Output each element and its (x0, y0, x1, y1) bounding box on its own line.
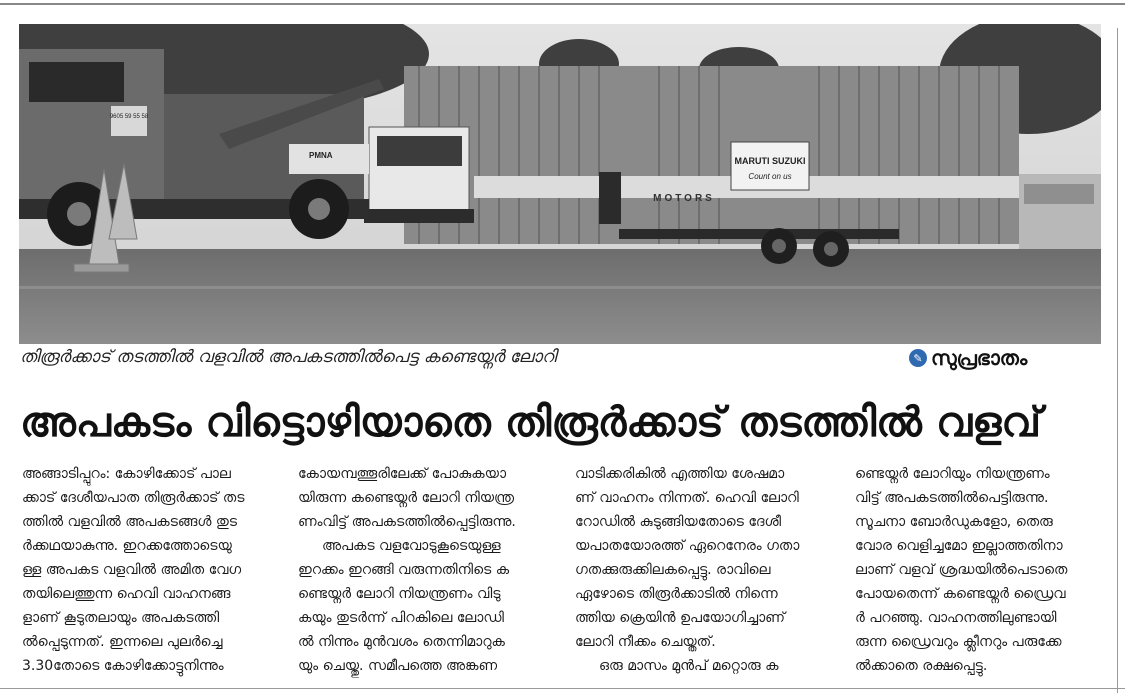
right-column-rule (1117, 28, 1118, 693)
article-line: ത്തിയ ക്രെയിൻ ഉപയോഗിച്ചാണ് (575, 610, 785, 626)
article-line: പോയതെന്ന് കണ്ടെയ്നർ ഡ്രൈവ (855, 586, 1066, 602)
article-column-2 (298, 462, 560, 678)
article-line: വാടിക്കരികിൽ എത്തിയ ശേഷമാ (575, 466, 785, 482)
article-line: ളാണ് കൂടുതലായും അപകടത്തി (22, 610, 220, 626)
article-line: തയിലെത്തുന്ന ഹെവി വാഹനങ്ങ (22, 586, 231, 602)
article-line: രുന്ന ഡ്രൈവറും ക്ലീനറും പരുക്കേ (855, 634, 1062, 650)
article-line: ണ്ടെയ്നർ ലോറി നിയന്ത്രണം വിടു (298, 586, 501, 602)
truck-sign: PMNA (309, 151, 333, 160)
article-line: വോര വെളിച്ചമോ ഇല്ലാത്തതിനാ (855, 538, 1063, 554)
container-lorry (404, 66, 1019, 267)
article-line: ൽ നിന്നും മുൻവശം തെന്നിമാറുക (298, 634, 505, 650)
masthead-logo-icon: ✎ (909, 349, 927, 367)
article-line: ഗതക്കുരുക്കിലകപ്പെട്ടു. രാവിലെ (575, 562, 771, 578)
article-line: ൽക്കാതെ രക്ഷപ്പെട്ടു. (855, 658, 988, 674)
bottom-rule (0, 688, 1125, 689)
article-line: വിട്ട് അപകടത്തിൽപെട്ടിരുന്നു. (855, 490, 1049, 506)
article-column-4 (855, 462, 1117, 678)
article-line: ൽപ്പെടുന്നത്. ഇന്നലെ പുലർച്ചെ (22, 634, 223, 650)
article-line: ക്കാട് ദേശീയപാത തിരൂർക്കാട് തട (22, 490, 245, 506)
article-line: കോയമ്പത്തൂരിലേക്ക് പോകുകയാ (298, 466, 507, 482)
article-line: ഒരു മാസം മുൻപ് മറ്റൊരു ക (599, 658, 779, 674)
article-column-3 (575, 462, 837, 678)
photo-caption: തിരൂർക്കാട് തടത്തിൽ വളവിൽ അപകടത്തിൽപെട്ട കണ്ടെയ്നർ ലോറി (20, 347, 557, 367)
container-brand: MARUTI SUZUKI (734, 156, 806, 166)
article-line: ണ്ടെയ്നർ ലോറിയും നിയന്ത്രണം (855, 466, 1050, 482)
article-line: ണംവിട്ട് അപകടത്തിൽപ്പെട്ടിരുന്നു. (298, 514, 516, 530)
news-photo (19, 24, 1101, 344)
article-line: 3.30തോടെ കോഴിക്കോട്ടുനിന്നും (22, 658, 224, 674)
container-tagline: Count on us (748, 172, 792, 181)
article-line: യും ചെയ്തു. സമീപത്തെ അങ്കണ (298, 658, 498, 674)
article-line: ഇറക്കം ഇറങ്ങി വരുന്നതിനിടെ ക (298, 562, 510, 578)
headline: അപകടം വിട്ടൊഴിയാതെ തിരൂർക്കാട് തടത്തിൽ വളവ് (20, 398, 1042, 446)
article-line: റോഡിൽ കുടുങ്ങിയതോടെ ദേശീ (575, 514, 782, 530)
article-line: ലോറി നീക്കം ചെയ്തത്. (575, 634, 716, 650)
article-line: ർക്കഥയാകുന്നു. ഇറക്കത്തോടെയു (22, 538, 232, 554)
article-line: ഏഴോടെ തിരൂർക്കാടിൽ നിന്നെ (575, 586, 778, 602)
article-line: സൂചനാ ബോർഡുകളോ, തെരു (855, 514, 1053, 530)
article-line: യിരുന്ന കണ്ടെയ്നർ ലോറി നിയന്ത്ര (298, 490, 515, 506)
article-line: അങ്ങാടിപ്പുറം: കോഴിക്കോട് പാല (22, 466, 231, 482)
article-line: ലാണ് വളവ് ശ്രദ്ധയിൽപെടാതെ (855, 562, 1068, 578)
white-truck (364, 127, 474, 223)
article-line: ത്തിൽ വളവിൽ അപകടങ്ങൾ തുട (22, 514, 237, 530)
article-line: ണ് വാഹനം നിന്നത്. ഹെവി ലോറി (575, 490, 799, 506)
article-line: ർ പറഞ്ഞു. വാഹനത്തിലുണ്ടായി (855, 610, 1057, 626)
top-rule (0, 3, 1125, 5)
container-text: MOTORS (653, 193, 715, 204)
article-column-1 (22, 462, 284, 678)
publication-masthead (909, 346, 1027, 370)
article-line: കയും തുടർന്ന് പിറകിലെ ലോഡി (298, 610, 504, 626)
masthead-name: സുപ്രഭാതം (931, 346, 1028, 370)
article-line: അപകട വളവോടുകൂടെയുള്ള (322, 538, 501, 554)
article-line: യപാതയോരത്ത് ഏറെനേരം ഗതാ (575, 538, 800, 554)
crane-phone: 9605 59 55 58 (109, 114, 149, 120)
article-line: ള്ള അപകട വളവിൽ അമിത വേഗ (22, 562, 242, 578)
